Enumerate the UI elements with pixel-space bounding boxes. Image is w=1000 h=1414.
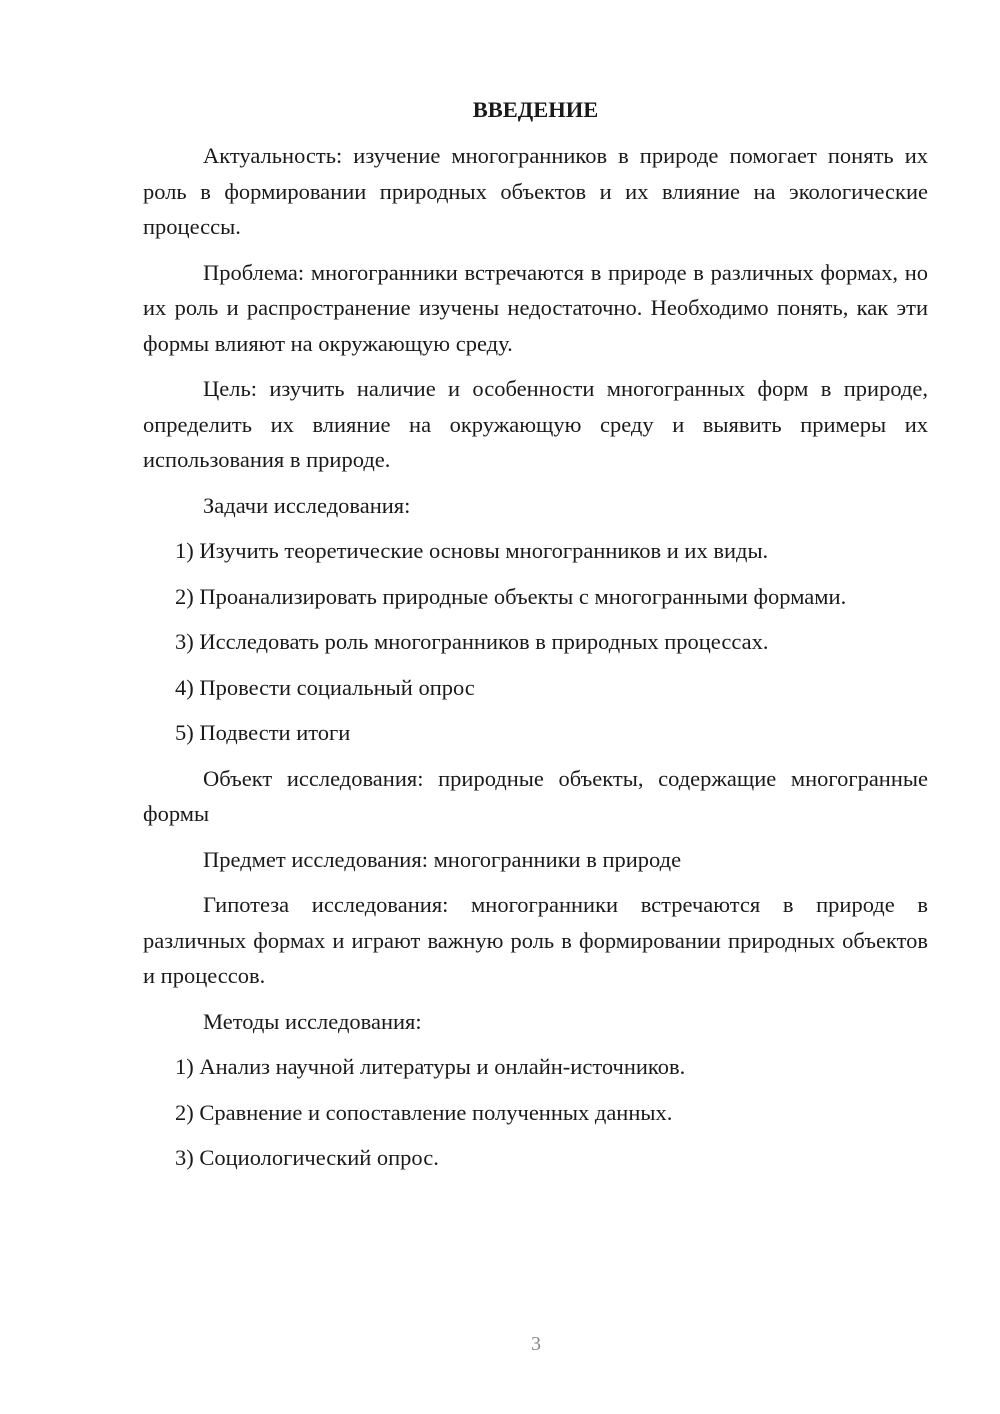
- hypothesis-paragraph: Гипотеза исследования: многогранники встречаются в природе в различных формах и играют важную роль в формировании природных объектов и процессов.: [143, 892, 928, 988]
- tasks-heading: Задачи исследования:: [203, 492, 411, 518]
- problem-paragraph: Проблема: многогранники встречаются в природе в различных формах, но их роль и распространение изучены недостаточно. Необходимо понять, как эти формы влияют на окружающую среду.: [143, 259, 928, 356]
- page-content: [143, 92, 928, 1186]
- object-paragraph: Объект исследования: природные объекты, содержащие многогранные формы: [143, 765, 928, 826]
- list-item: 1) Изучить теоретические основы многогранников и их виды.: [175, 538, 769, 563]
- section-title: ВВЕДЕНИЕ: [472, 97, 599, 122]
- list-item: 3) Социологический опрос.: [175, 1145, 439, 1170]
- tasks-list: [143, 533, 928, 751]
- relevance-paragraph: Актуальность: изучение многогранников в природе помогает понять их роль в формировании природных объектов и их влияние на экологические процессы.: [143, 143, 928, 239]
- methods-list: [143, 1049, 928, 1176]
- list-item: 3) Исследовать роль многогранников в природных процессах.: [175, 629, 769, 654]
- subject-paragraph: Предмет исследования: многогранники в природе: [203, 846, 682, 872]
- list-item: 2) Проанализировать природные объекты с многогранными формами.: [175, 583, 847, 609]
- list-item: 2) Сравнение и сопоставление полученных данных.: [175, 1099, 673, 1125]
- list-item: 1) Анализ научной литературы и онлайн-источников.: [175, 1054, 686, 1079]
- list-item: 4) Провести социальный опрос: [175, 674, 475, 700]
- list-item: 5) Подвести итоги: [175, 720, 351, 745]
- methods-heading: Методы исследования:: [203, 1008, 422, 1034]
- goal-paragraph: Цель: изучить наличие и особенности многогранных форм в природе, определить их влияние на окружающую среду и выявить примеры их использования в природе.: [143, 376, 928, 472]
- page-number: 3: [531, 1333, 541, 1355]
